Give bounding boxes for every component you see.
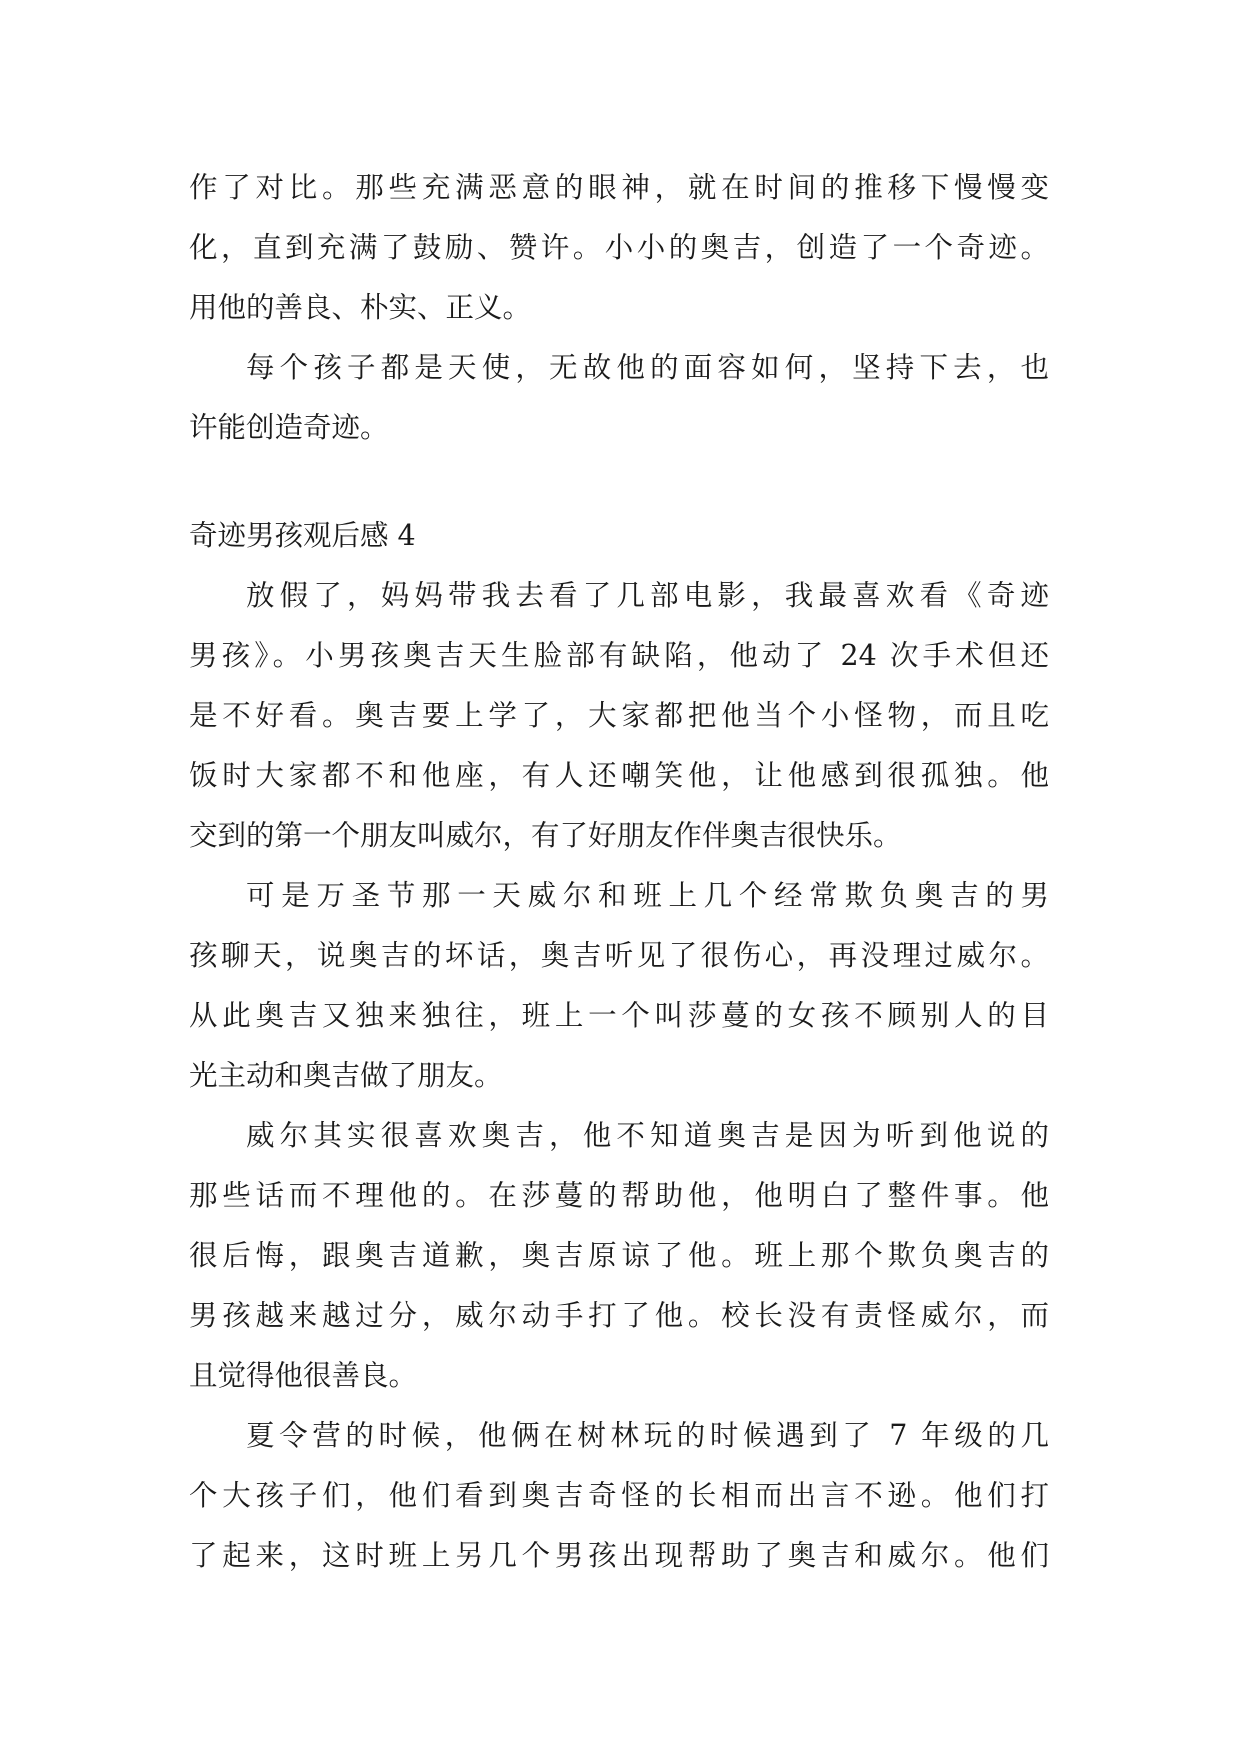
text-line: 交到的第一个朋友叫威尔，有了好朋友作伴奥吉很快乐。 bbox=[189, 819, 902, 852]
text-line: 孩聊天，说奥吉的坏话，奥吉听见了很伤心，再没理过威尔。 bbox=[189, 939, 1049, 972]
text-line: 个大孩子们，他们看到奥吉奇怪的长相而出言不逊。他们打 bbox=[189, 1479, 1049, 1512]
text-line: 用他的善良、朴实、正义。 bbox=[189, 291, 532, 324]
paragraph bbox=[189, 866, 1049, 1106]
text-line: 许能创造奇迹。 bbox=[189, 411, 389, 444]
paragraph bbox=[189, 158, 1049, 338]
text-line: 夏令营的时候，他俩在树林玩的时候遇到了 7 年级的几 bbox=[246, 1419, 1049, 1452]
text-line: 光主动和奥吉做了朋友。 bbox=[189, 1059, 503, 1092]
section-title: 奇迹男孩观后感 4 bbox=[189, 519, 416, 552]
text-line: 且觉得他很善良。 bbox=[189, 1359, 418, 1392]
text-line: 可是万圣节那一天威尔和班上几个经常欺负奥吉的男 bbox=[246, 879, 1049, 912]
text-line: 那些话而不理他的。在莎蔓的帮助他，他明白了整件事。他 bbox=[189, 1179, 1049, 1212]
text-line: 威尔其实很喜欢奥吉，他不知道奥吉是因为听到他说的 bbox=[246, 1119, 1049, 1152]
document-body bbox=[189, 158, 1049, 1586]
paragraph bbox=[189, 338, 1049, 458]
text-line: 很后悔，跟奥吉道歉，奥吉原谅了他。班上那个欺负奥吉的 bbox=[189, 1239, 1049, 1272]
section-spacer bbox=[189, 458, 1049, 506]
text-line: 放假了，妈妈带我去看了几部电影，我最喜欢看《奇迹 bbox=[246, 579, 1049, 612]
text-line: 是不好看。奥吉要上学了，大家都把他当个小怪物，而且吃 bbox=[189, 699, 1049, 732]
text-line: 化，直到充满了鼓励、赞许。小小的奥吉，创造了一个奇迹。 bbox=[189, 231, 1049, 264]
text-line: 男孩》。小男孩奥吉天生脸部有缺陷，他动了 24 次手术但还 bbox=[189, 639, 1049, 672]
text-line: 了起来，这时班上另几个男孩出现帮助了奥吉和威尔。他们 bbox=[189, 1539, 1049, 1572]
text-line: 男孩越来越过分，威尔动手打了他。校长没有责怪威尔，而 bbox=[189, 1299, 1049, 1332]
paragraph bbox=[189, 1406, 1049, 1586]
text-line: 每个孩子都是天使，无故他的面容如何，坚持下去，也 bbox=[246, 351, 1049, 384]
text-line: 从此奥吉又独来独往，班上一个叫莎蔓的女孩不顾别人的目 bbox=[189, 999, 1049, 1032]
paragraph bbox=[189, 1106, 1049, 1406]
paragraph bbox=[189, 566, 1049, 866]
text-line: 饭时大家都不和他座，有人还嘲笑他，让他感到很孤独。他 bbox=[189, 759, 1049, 792]
text-line: 作了对比。那些充满恶意的眼神，就在时间的推移下慢慢变 bbox=[189, 171, 1049, 204]
